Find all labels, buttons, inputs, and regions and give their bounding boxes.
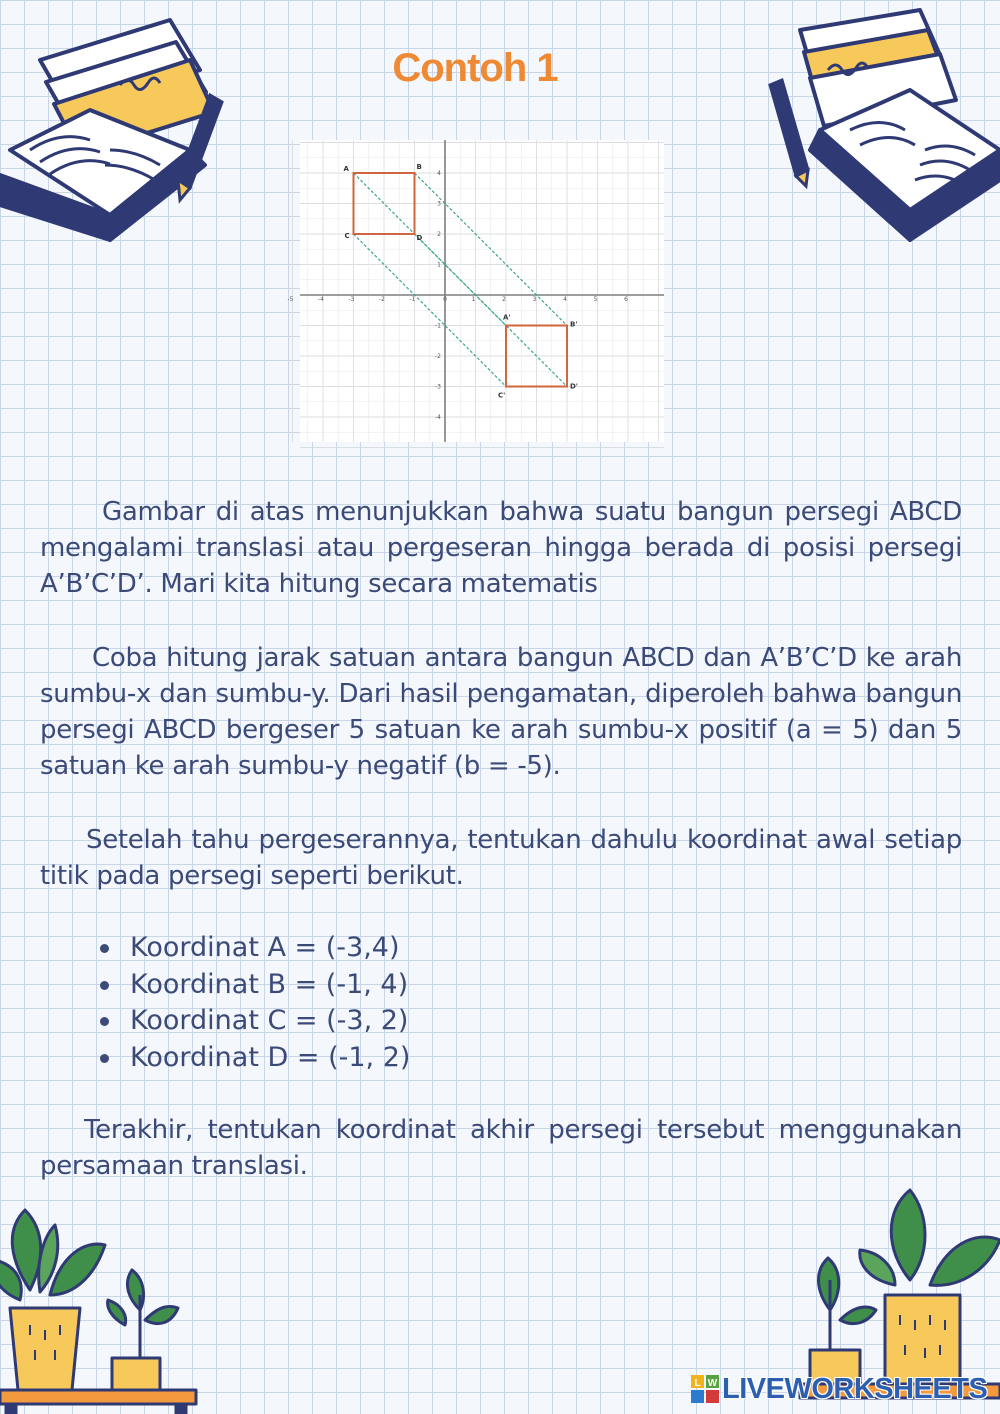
- coordinate-graph: [287, 140, 664, 442]
- point-label: D': [570, 382, 578, 391]
- x-tick-label: 1: [471, 296, 476, 303]
- liveworksheets-watermark: [690, 1372, 987, 1406]
- x-tick-label: 5: [593, 296, 598, 303]
- point-label: A: [343, 165, 349, 173]
- y-tick-label: 3: [437, 200, 441, 208]
- y-tick-label: -1: [435, 322, 441, 330]
- x-tick-label: 0: [443, 296, 447, 303]
- paragraph-final-step: Terakhir, tentukan koordinat akhir persegi tersebut menggunakan persamaan translasi.: [40, 1115, 962, 1181]
- y-tick-label: -2: [435, 353, 441, 360]
- logo-letter: L: [694, 1378, 701, 1389]
- point-label: B': [570, 320, 578, 329]
- y-tick-label: 2: [437, 231, 441, 238]
- page-title: Contoh 1: [392, 46, 558, 90]
- y-tick-label: 1: [437, 261, 441, 269]
- list-item: Koordinat D = (-1, 2): [92, 1040, 410, 1077]
- coordinate-list: [92, 930, 410, 1076]
- books-decoration-left: [0, 0, 240, 250]
- liveworksheets-logo-icon: [690, 1374, 720, 1404]
- logo-letter: W: [707, 1378, 718, 1389]
- y-tick-label: -3: [435, 383, 441, 391]
- x-tick-label: 6: [624, 296, 628, 303]
- x-tick-label: -2: [379, 296, 385, 303]
- x-tick-label: -5: [287, 296, 294, 303]
- plant-decoration-left: [0, 1200, 200, 1414]
- x-tick-label: -3: [348, 296, 355, 303]
- list-item: Koordinat B = (-1, 4): [92, 967, 410, 1004]
- point-label: C': [498, 391, 506, 400]
- point-label: C: [344, 232, 350, 240]
- y-tick-label: -4: [435, 414, 441, 421]
- list-item: Koordinat A = (-3,4): [92, 930, 410, 967]
- watermark-text: LIVEWORKSHEETS: [722, 1372, 988, 1405]
- paragraph-shift-explanation: Coba hitung jarak satuan antara bangun ABCD dan A’B’C’D ke arah sumbu-x dan sumbu-y. Dari hasil pengamatan, diperoleh bahwa bangun persegi ABCD bergeser 5 satuan ke arah sumbu-x positif (a = 5) dan 5 satuan ke arah sumbu-y negatif (b = -5).: [40, 643, 962, 781]
- paragraph-initial-coordinates: Setelah tahu pergeserannya, tentukan dahulu koordinat awal setiap titik pada persegi seperti berikut.: [40, 825, 962, 891]
- x-tick-label: -1: [409, 296, 416, 303]
- x-tick-label: 4: [563, 296, 567, 303]
- point-label: D: [416, 234, 423, 242]
- point-label: A': [503, 313, 511, 322]
- point-label: B: [416, 163, 422, 171]
- x-tick-label: -4: [318, 296, 324, 303]
- paragraph-translation-intro: Gambar di atas menunjukkan bahwa suatu bangun persegi ABCD mengalami translasi atau pergeseran hingga berada di posisi persegi A’B’C’D’. Mari kita hitung secara matematis: [40, 497, 962, 599]
- list-item: Koordinat C = (-3, 2): [92, 1003, 410, 1040]
- y-tick-label: 4: [437, 170, 441, 177]
- x-tick-label: 2: [502, 296, 506, 303]
- x-tick-label: 3: [532, 296, 537, 303]
- books-decoration-right: [760, 0, 1000, 250]
